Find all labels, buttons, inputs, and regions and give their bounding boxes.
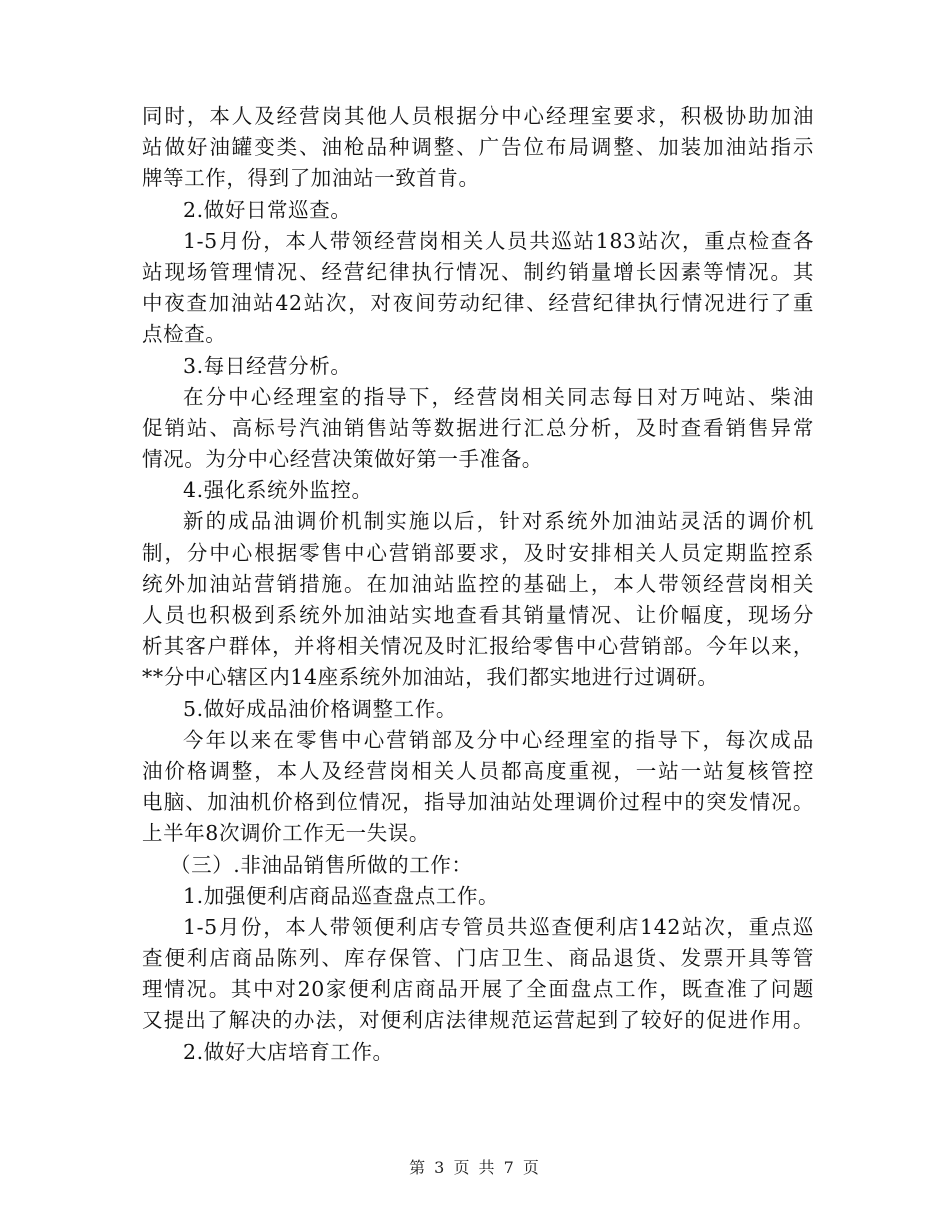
text-line: 促销站、高标号汽油销售站等数据进行汇总分析，及时查看销售异常 [142,415,814,440]
text-line: **分中心辖区内14座系统外加油站，我们都实地进行过调研。 [142,665,719,690]
page-number-footer: 第 3 页 共 7 页 [409,1158,541,1177]
text-line: 情况。为分中心经营决策做好第一手准备。 [142,447,543,472]
text-line: 查便利店商品陈列、库存保管、门店卫生、商品退货、发票开具等管 [142,946,814,971]
text-line: 在分中心经理室的指导下，经营岗相关同志每日对万吨站、柴油 [183,384,814,409]
text-line: 制，分中心根据零售中心营销部要求，及时安排相关人员定期监控系 [142,540,814,565]
text-line: 5.做好成品油价格调整工作。 [183,696,457,721]
text-line: （三）.非油品销售所做的工作： [170,852,473,877]
text-line: 人员也积极到系统外加油站实地查看其销量情况、让价幅度，现场分 [142,603,814,627]
text-line: 站现场管理情况、经营纪律执行情况、制约销量增长因素等情况。其 [142,259,814,284]
text-line: 同时，本人及经营岗其他人员根据分中心经理室要求，积极协助加油 [142,104,814,128]
text-line: 1.加强便利店商品巡查盘点工作。 [183,883,500,908]
text-line: 上半年8次调价工作无一失误。 [142,821,430,846]
text-line: 1-5月份，本人带领便利店专管员共巡查便利店142站次，重点巡 [183,914,814,939]
text-line: 油价格调整，本人及经营岗相关人员都高度重视，一站一站复核管控 [142,758,814,783]
text-line: 2.做好日常巡查。 [183,197,352,222]
text-line: 中夜查加油站42站次，对夜间劳动纪律、经营纪律执行情况进行了重 [142,291,814,316]
text-line: 牌等工作，得到了加油站一致首肯。 [142,166,480,191]
text-line: 今年以来在零售中心营销部及分中心经理室的指导下，每次成品 [183,727,814,752]
text-line: 3.每日经营分析。 [183,353,352,378]
text-line: 新的成品油调价机制实施以后，针对系统外加油站灵活的调价机 [183,509,814,534]
text-line: 统外加油站营销措施。在加油站监控的基础上，本人带领经营岗相关 [142,571,814,596]
text-line: 电脑、加油机价格到位情况，指导加油站处理调价过程中的突发情况。 [142,790,814,815]
text-line: 站做好油罐变类、油枪品种调整、广告位布局调整、加装加油站指示 [142,135,814,160]
text-line: 2.做好大店培育工作。 [183,1039,394,1064]
text-line: 理情况。其中对20家便利店商品开展了全面盘点工作，既查准了问题 [142,977,814,1002]
text-line: 4.强化系统外监控。 [183,478,373,503]
text-line: 又提出了解决的办法，对便利店法律规范运营起到了较好的促进作用。 [142,1008,814,1033]
text-line: 析其客户群体，并将相关情况及时汇报给零售中心营销部。今年以来， [142,634,814,659]
document-body [142,101,814,1068]
text-line: 点检查。 [142,322,227,347]
text-line: 1-5月份，本人带领经营岗相关人员共巡站183站次，重点检查各 [183,228,814,253]
